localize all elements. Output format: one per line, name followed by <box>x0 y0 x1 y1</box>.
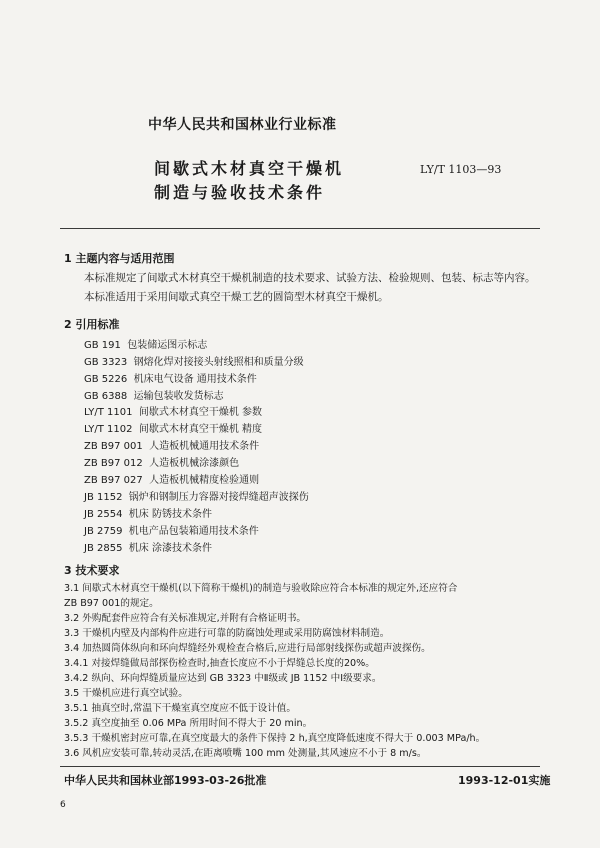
footer-divider <box>60 766 540 767</box>
clause-3-2: 3.2 外购配套件应符合有关标准规定,并附有合格证明书。 <box>64 613 307 624</box>
effective-date: 1993-12-01实施 <box>458 774 551 787</box>
ref-item: JB 2855 机床 涂漆技术条件 <box>84 543 212 554</box>
ref-item: ZB B97 012 人造板机械涂漆颜色 <box>84 458 240 469</box>
ref-item: GB 6388 运输包装收发货标志 <box>84 391 224 402</box>
clause-3-1: 3.1 间歇式木材真空干燥机(以下简称干燥机)的制造与验收除应符合本标准的规定外,还应符合 <box>64 583 458 594</box>
section-1-paragraph-2: 本标准适用于采用间歇式真空干燥工艺的圆筒型木材真空干燥机。 <box>84 291 389 303</box>
clause-3-6: 3.6 风机应安装可靠,转动灵活,在距离喷嘴 100 mm 处测量,其风速应不小于 8 m/s。 <box>64 748 427 759</box>
top-divider <box>60 228 540 229</box>
clause-3-5-1: 3.5.1 抽真空时,常温下干燥室真空度应不低于设计值。 <box>64 703 296 714</box>
clause-3-1-cont: ZB B97 001的规定。 <box>64 598 159 609</box>
standard-code: LY/T 1103—93 <box>420 163 502 176</box>
ref-item: GB 191 包装储运图示标志 <box>84 340 208 351</box>
clause-3-4-1: 3.4.1 对接焊缝做局部探伤检查时,抽查长度应不小于焊缝总长度的20%。 <box>64 658 375 669</box>
ref-item: ZB B97 027 人造板机械精度检验通则 <box>84 475 260 486</box>
ref-item: GB 3323 钢熔化焊对接接头射线照相和质量分级 <box>84 357 304 368</box>
section-2-heading: 2 引用标准 <box>64 318 120 331</box>
ref-item: JB 2554 机床 防锈技术条件 <box>84 509 212 520</box>
ref-item: JB 1152 锅炉和钢制压力容器对接焊缝超声波探伤 <box>84 492 309 503</box>
title-line-1: 间歇式木材真空干燥机 <box>154 159 345 178</box>
issuing-organization: 中华人民共和国林业行业标准 <box>148 117 337 133</box>
approval-info: 中华人民共和国林业部1993-03-26批准 <box>64 774 267 787</box>
title-line-2: 制造与验收技术条件 <box>154 183 326 202</box>
ref-item: ZB B97 001 人造板机械通用技术条件 <box>84 441 260 452</box>
section-1-paragraph-1: 本标准规定了间歇式木材真空干燥机制造的技术要求、试验方法、检验规则、包装、标志等内容。 <box>84 272 536 284</box>
clause-3-4: 3.4 加热圆筒体纵向和环向焊缝经外观检查合格后,应进行局部射线探伤或超声波探伤。 <box>64 643 431 654</box>
clause-3-5: 3.5 干燥机应进行真空试验。 <box>64 688 188 699</box>
ref-item: LY/T 1102 间歇式木材真空干燥机 精度 <box>84 424 263 435</box>
clause-3-5-3: 3.5.3 干燥机密封应可靠,在真空度最大的条件下保持 2 h,真空度降低速度不得大于 0.003 MPa/h。 <box>64 733 486 744</box>
ref-item: JB 2759 机电产品包装箱通用技术条件 <box>84 526 259 537</box>
ref-item: LY/T 1101 间歇式木材真空干燥机 参数 <box>84 407 263 418</box>
ref-item: GB 5226 机床电气设备 通用技术条件 <box>84 374 257 385</box>
section-1-heading: 1 主题内容与适用范围 <box>64 252 175 265</box>
section-3-heading: 3 技术要求 <box>64 564 120 577</box>
clause-3-5-2: 3.5.2 真空度抽至 0.06 MPa 所用时间不得大于 20 min。 <box>64 718 313 729</box>
page-number: 6 <box>60 800 66 810</box>
clause-3-4-2: 3.4.2 纵向、环向焊缝质量应达到 GB 3323 中Ⅱ级或 JB 1152 中Ⅰ级要求。 <box>64 673 382 684</box>
clause-3-3: 3.3 干燥机内壁及内部构件应进行可靠的防腐蚀处理或采用防腐蚀材料制造。 <box>64 628 390 639</box>
